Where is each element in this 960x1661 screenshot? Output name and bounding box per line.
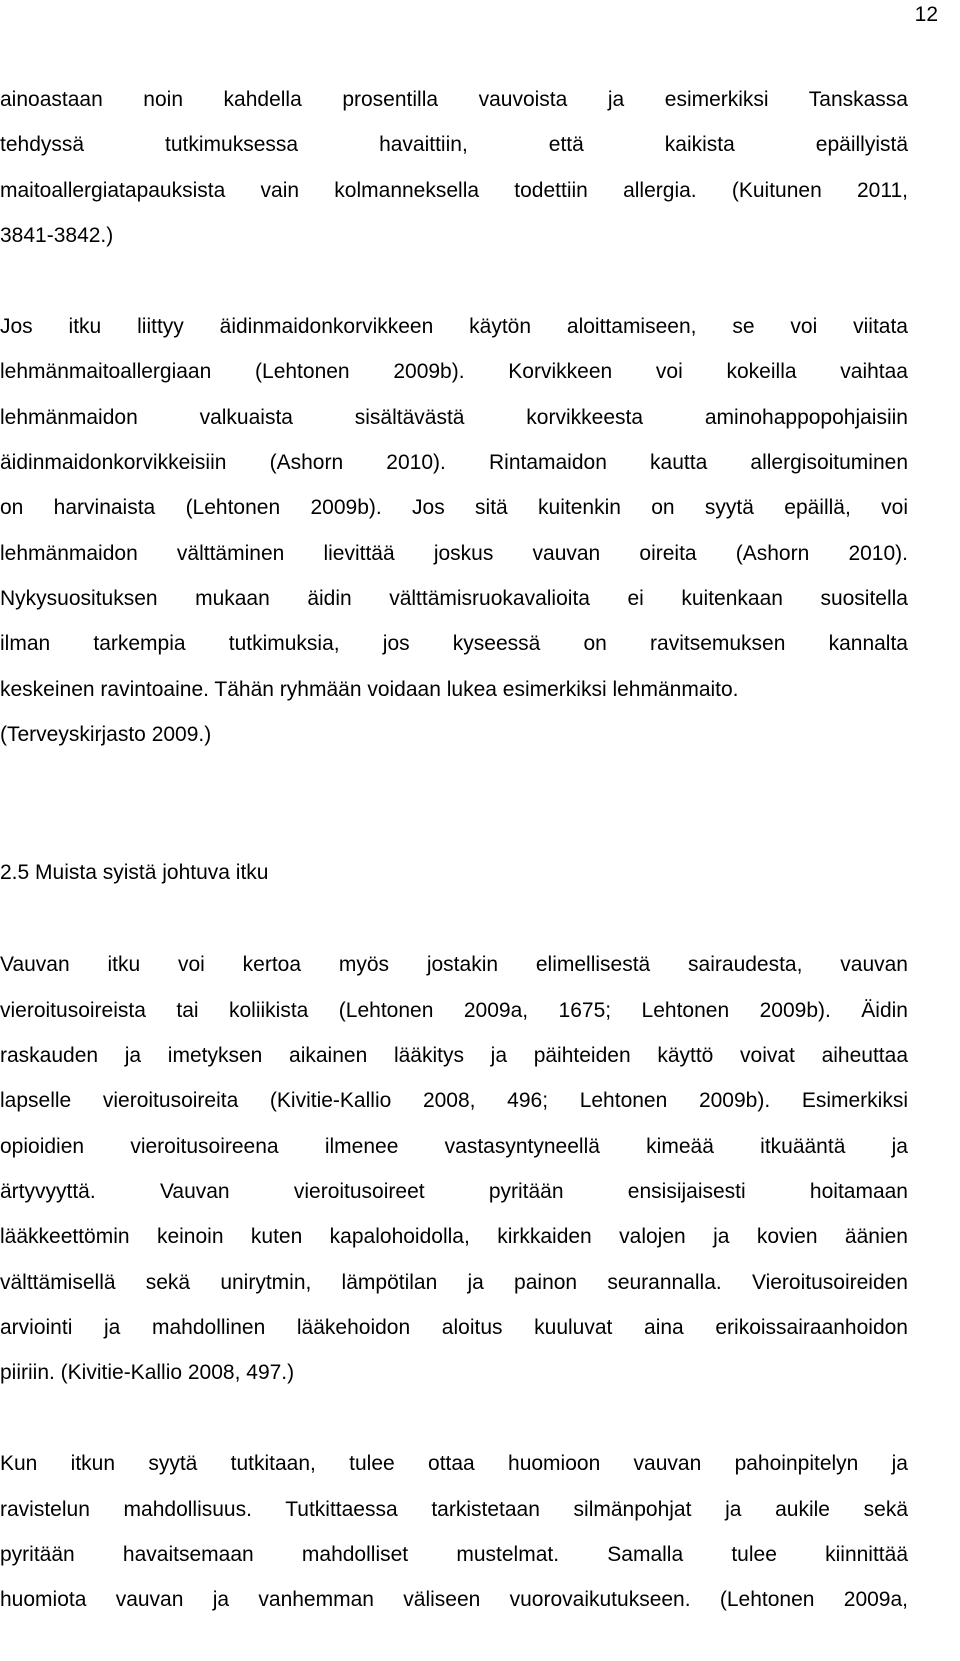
text-line: välttämisellä sekä unirytmin, lämpötilan ja painon seurannalla. Vieroitusoireiden [0, 1270, 908, 1294]
text-line: arviointi ja mahdollinen lääkehoidon aloitus kuuluvat aina erikoissairaanhoidon [0, 1315, 908, 1339]
text-line: ilman tarkempia tutkimuksia, jos kyseessä on ravitsemuksen kannalta [0, 632, 908, 656]
text-line: ärtyvyyttä. Vauvan vieroitusoireet pyritään ensisijaisesti hoitamaan [0, 1179, 908, 1203]
text-line: tehdyssä tutkimuksessa havaittiin, että kaikista epäillyistä [0, 133, 908, 157]
text-line: Jos itku liittyy äidinmaidonkorvikkeen käytön aloittamiseen, se voi viitata [0, 315, 908, 339]
text-line: lääkkeettömin keinoin kuten kapalohoidolla, kirkkaiden valojen ja kovien äänien [0, 1225, 908, 1249]
text-line: (Terveyskirjasto 2009.) [0, 722, 212, 746]
text-line: lehmänmaidon välttäminen lievittää joskus vauvan oireita (Ashorn 2010). [0, 541, 908, 565]
section-heading: 2.5 Muista syistä johtuva itku [0, 861, 269, 885]
text-line: maitoallergiatapauksista vain kolmanneksella todettiin allergia. (Kuitunen 2011, [0, 178, 908, 202]
text-line: ainoastaan noin kahdella prosentilla vauvoista ja esimerkiksi Tanskassa [0, 88, 908, 111]
text-line: äidinmaidonkorvikkeisiin (Ashorn 2010). Rintamaidon kautta allergisoituminen [0, 451, 908, 475]
text-line: Nykysuosituksen mukaan äidin välttämisruokavalioita ei kuitenkaan suositella [0, 586, 908, 610]
text-line: raskauden ja imetyksen aikainen lääkitys ja päihteiden käyttö voivat aiheuttaa [0, 1044, 908, 1068]
text-line: huomiota vauvan ja vanhemman väliseen vuorovaikutukseen. (Lehtonen 2009a, [0, 1588, 908, 1612]
text-line: piiriin. (Kivitie-Kallio 2008, 497.) [0, 1361, 295, 1385]
text-line: ravistelun mahdollisuus. Tutkittaessa tarkistetaan silmänpohjat ja aukile sekä [0, 1497, 908, 1521]
text-line: 3841-3842.) [0, 223, 114, 247]
text-line: lehmänmaidon valkuaista sisältävästä korvikkeesta aminohappopohjaisiin [0, 405, 908, 429]
page-content [0, 77, 908, 1623]
text-line: keskeinen ravintoaine. Tähän ryhmään voidaan lukea esimerkiksi lehmänmaito. [0, 677, 739, 701]
text-line: vieroitusoireista tai koliikista (Lehtonen 2009a, 1675; Lehtonen 2009b). Äidin [0, 998, 908, 1022]
text-line: lapselle vieroitusoireita (Kivitie-Kallio 2008, 496; Lehtonen 2009b). Esimerkiksi [0, 1089, 908, 1113]
text-line: pyritään havaitsemaan mahdolliset mustelmat. Samalla tulee kiinnittää [0, 1543, 908, 1567]
page-number: 12 [914, 3, 938, 26]
text-line: Kun itkun syytä tutkitaan, tulee ottaa huomioon vauvan pahoinpitelyn ja [0, 1452, 908, 1476]
paragraph-4 [0, 1441, 908, 1622]
text-line: opioidien vieroitusoireena ilmenee vastasyntyneellä kimeää itkuääntä ja [0, 1134, 908, 1158]
paragraph-1 [0, 77, 908, 258]
text-line: Vauvan itku voi kertoa myös jostakin elimellisestä sairaudesta, vauvan [0, 953, 908, 977]
paragraph-3 [0, 942, 908, 1395]
paragraph-2 [0, 304, 908, 757]
text-line: lehmänmaitoallergiaan (Lehtonen 2009b). Korvikkeen voi kokeilla vaihtaa [0, 360, 908, 384]
text-line: on harvinaista (Lehtonen 2009b). Jos sitä kuitenkin on syytä epäillä, voi [0, 496, 908, 520]
